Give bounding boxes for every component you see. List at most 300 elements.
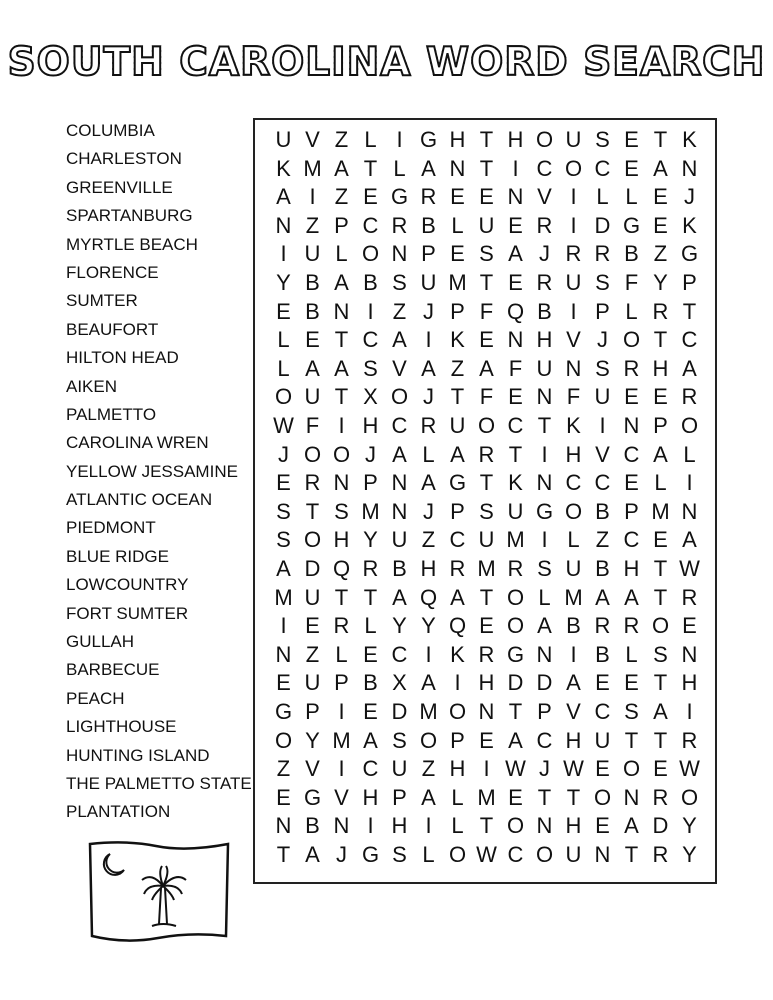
grid-letter: U xyxy=(478,212,495,238)
grid-letter: I xyxy=(425,327,432,353)
grid-letter: N xyxy=(275,641,292,667)
grid-letter: V xyxy=(595,441,610,467)
word-list-item: BEAUFORT xyxy=(66,319,159,339)
grid-letter: E xyxy=(479,184,494,210)
word-list-item: HUNTING ISLAND xyxy=(66,745,210,765)
grid-letter: E xyxy=(682,613,697,639)
grid-letter: R xyxy=(507,556,524,581)
grid-letter: C xyxy=(681,327,698,353)
grid-letter: C xyxy=(362,756,379,782)
grid-letter: I xyxy=(367,813,374,839)
grid-letter: N xyxy=(391,498,408,524)
grid-letter: E xyxy=(450,241,465,267)
grid-letter: I xyxy=(599,413,606,438)
grid-letter: E xyxy=(624,127,639,152)
grid-letter: D xyxy=(304,556,321,581)
grid-letter: K xyxy=(450,327,465,353)
grid-letter: U xyxy=(304,241,321,267)
grid-letter: R xyxy=(594,613,611,639)
grid-letter: T xyxy=(508,441,523,467)
grid-letter: C xyxy=(362,212,379,238)
word-list-item: COLUMBIA xyxy=(66,121,155,140)
grid-letter: A xyxy=(392,441,407,467)
grid-letter: G xyxy=(390,184,409,210)
grid-letter: N xyxy=(565,355,582,381)
grid-letter: L xyxy=(625,298,638,324)
grid-letter: S xyxy=(276,498,291,524)
grid-letter: A xyxy=(682,355,697,381)
grid-letter: A xyxy=(653,699,668,724)
grid-letter: E xyxy=(653,527,668,553)
grid-letter: L xyxy=(625,184,638,210)
grid-letter: I xyxy=(570,641,577,667)
grid-letter: H xyxy=(333,527,350,553)
grid-letter: R xyxy=(681,584,698,610)
grid-letter: B xyxy=(595,498,610,524)
grid-letter: E xyxy=(305,327,320,353)
grid-letter: S xyxy=(537,556,552,581)
grid-letter: J xyxy=(423,298,434,324)
grid-letter: B xyxy=(305,270,320,295)
word-list-item: FORT SUMTER xyxy=(66,603,189,623)
grid-letter: O xyxy=(274,384,293,410)
grid-letter: O xyxy=(680,784,699,810)
grid-letter: A xyxy=(305,842,320,867)
grid-letter: L xyxy=(451,212,464,238)
grid-letter: C xyxy=(594,699,611,724)
grid-letter: E xyxy=(624,670,639,696)
grid-letter: J xyxy=(539,241,550,267)
grid-letter: K xyxy=(450,641,465,667)
grid-letter: V xyxy=(537,184,552,210)
grid-letter: M xyxy=(564,584,583,610)
grid-row xyxy=(269,183,704,211)
grid-letter: U xyxy=(391,527,408,553)
grid-letter: E xyxy=(508,784,523,810)
grid-row xyxy=(269,841,704,869)
word-list-item: LOWCOUNTRY xyxy=(66,575,189,595)
grid-letter: A xyxy=(421,670,436,696)
grid-letter: C xyxy=(449,527,466,553)
grid-letter: W xyxy=(273,413,294,438)
grid-letter: C xyxy=(391,641,408,667)
grid-row xyxy=(269,498,704,526)
grid-letter: E xyxy=(479,613,494,639)
word-list-item: CAROLINA WREN xyxy=(66,433,209,453)
grid-letter: R xyxy=(420,413,437,438)
grid-letter: E xyxy=(305,613,320,639)
grid-letter: Z xyxy=(450,355,465,381)
grid-letter: T xyxy=(334,384,349,410)
grid-letter: T xyxy=(276,842,291,867)
grid-letter: Z xyxy=(334,127,349,152)
grid-letter: E xyxy=(508,212,523,238)
grid-letter: Q xyxy=(448,613,467,639)
grid-letter: L xyxy=(451,813,464,839)
grid-letter: I xyxy=(570,212,577,238)
grid-letter: Y xyxy=(653,270,668,295)
word-list-item: PEACH xyxy=(66,688,125,708)
grid-letter: E xyxy=(276,298,291,324)
grid-letter: N xyxy=(536,384,553,410)
grid-letter: A xyxy=(421,155,436,181)
grid-letter: P xyxy=(334,670,349,696)
grid-letter: E xyxy=(363,699,378,724)
word-list-item: YELLOW JESSAMINE xyxy=(66,461,238,481)
grid-letter: A xyxy=(682,527,697,553)
grid-letter: V xyxy=(305,756,320,782)
grid-letter: M xyxy=(506,527,525,553)
grid-letter: K xyxy=(276,155,291,181)
grid-letter: I xyxy=(396,127,403,152)
grid-letter: X xyxy=(392,670,407,696)
grid-row xyxy=(269,784,704,812)
grid-letter: H xyxy=(681,670,698,696)
grid-letter: U xyxy=(275,127,292,152)
grid-letter: E xyxy=(595,756,610,782)
grid-letter: Z xyxy=(334,184,349,210)
grid-letter: P xyxy=(450,498,465,524)
grid-letter: A xyxy=(537,613,552,639)
grid-letter: P xyxy=(392,784,407,810)
grid-letter: P xyxy=(305,699,320,724)
grid-letter: P xyxy=(537,699,552,724)
grid-letter: U xyxy=(565,842,582,867)
grid-letter: N xyxy=(449,155,466,181)
word-list-item: ATLANTIC OCEAN xyxy=(66,490,213,510)
grid-letter: S xyxy=(624,699,639,724)
grid-letter: R xyxy=(478,641,495,667)
grid-letter: N xyxy=(594,842,611,867)
grid-letter: N xyxy=(681,498,698,524)
grid-letter: I xyxy=(280,613,287,639)
grid-letter: I xyxy=(425,641,432,667)
grid-letter: G xyxy=(622,212,641,238)
grid-row xyxy=(269,412,704,440)
grid-row xyxy=(269,298,704,326)
grid-letter: A xyxy=(276,184,291,210)
grid-letter: P xyxy=(653,413,668,438)
grid-letter: N xyxy=(275,212,292,238)
grid-letter: B xyxy=(537,298,552,324)
grid-letter: O xyxy=(506,584,525,610)
grid-letter: P xyxy=(595,298,610,324)
grid-letter: A xyxy=(450,584,465,610)
grid-letter: H xyxy=(565,727,582,753)
grid-row xyxy=(269,383,704,411)
grid-letter: U xyxy=(449,413,466,438)
grid-letter: A xyxy=(334,270,349,295)
grid-letter: T xyxy=(479,813,494,839)
grid-letter: M xyxy=(303,155,322,181)
grid-letter: R xyxy=(478,441,495,467)
grid-letter: B xyxy=(595,556,610,581)
grid-letter: T xyxy=(479,270,494,295)
grid-letter: E xyxy=(363,184,378,210)
grid-letter: A xyxy=(508,727,523,753)
grid-letter: C xyxy=(536,155,553,181)
grid-letter: L xyxy=(422,441,435,467)
grid-letter: U xyxy=(507,498,524,524)
grid-letter: L xyxy=(277,327,290,353)
grid-letter: Z xyxy=(421,756,436,782)
grid-letter: G xyxy=(361,842,380,867)
grid-letter: L xyxy=(683,441,696,467)
grid-letter: L xyxy=(277,355,290,381)
grid-letter: K xyxy=(508,470,523,496)
grid-letter: R xyxy=(420,184,437,210)
grid-letter: J xyxy=(539,756,550,782)
grid-letter: P xyxy=(682,270,697,295)
grid-letter: N xyxy=(391,470,408,496)
grid-letter: L xyxy=(364,613,377,639)
grid-letter: R xyxy=(449,556,466,581)
grid-letter: M xyxy=(419,699,438,724)
grid-letter: C xyxy=(391,413,408,438)
grid-letter: E xyxy=(508,270,523,295)
grid-letter: L xyxy=(567,527,580,553)
grid-row xyxy=(269,755,704,783)
grid-letter: O xyxy=(535,842,554,867)
grid-letter: T xyxy=(624,842,639,867)
grid-letter: J xyxy=(336,842,347,867)
grid-letter: J xyxy=(423,498,434,524)
grid-letter: R xyxy=(333,613,350,639)
grid-letter: N xyxy=(681,641,698,667)
grid-letter: O xyxy=(390,384,409,410)
grid-letter: W xyxy=(476,842,497,867)
grid-letter: A xyxy=(653,155,668,181)
grid-letter: O xyxy=(622,756,641,782)
grid-letter: S xyxy=(595,355,610,381)
grid-letter: H xyxy=(449,756,466,782)
grid-letter: X xyxy=(363,384,378,410)
grid-letter: E xyxy=(624,470,639,496)
grid-letter: N xyxy=(507,184,524,210)
grid-letter: M xyxy=(274,584,293,610)
grid-letter: N xyxy=(681,155,698,181)
grid-row xyxy=(269,641,704,669)
grid-letter: C xyxy=(362,327,379,353)
word-list-item: MYRTLE BEACH xyxy=(66,234,198,254)
grid-letter: T xyxy=(682,298,697,324)
grid-letter: B xyxy=(624,241,639,267)
grid-letter: R xyxy=(536,212,553,238)
grid-letter: S xyxy=(392,727,407,753)
grid-letter: Z xyxy=(305,212,320,238)
grid-letter: R xyxy=(681,384,698,410)
grid-letter: T xyxy=(479,584,494,610)
grid-letter: E xyxy=(479,727,494,753)
grid-row xyxy=(269,584,704,612)
grid-letter: U xyxy=(536,355,553,381)
grid-letter: R xyxy=(565,241,582,267)
grid-letter: P xyxy=(624,498,639,524)
grid-letter: Z xyxy=(595,527,610,553)
grid-letter: R xyxy=(652,784,669,810)
grid-letter: G xyxy=(448,470,467,496)
grid-letter: I xyxy=(541,441,548,467)
grid-letter: O xyxy=(506,813,525,839)
grid-letter: J xyxy=(597,327,608,353)
grid-letter: H xyxy=(623,556,640,581)
grid-letter: S xyxy=(392,270,407,295)
grid-letter: I xyxy=(280,241,287,267)
grid-letter: G xyxy=(303,784,322,810)
grid-letter: A xyxy=(334,155,349,181)
grid-letter: N xyxy=(333,298,350,324)
word-list-item: BLUE RIDGE xyxy=(66,546,169,566)
grid-letter: Y xyxy=(392,613,407,639)
grid-letter: V xyxy=(392,355,407,381)
word-list-item: GULLAH xyxy=(66,632,135,652)
grid-letter: M xyxy=(361,498,380,524)
grid-letter: S xyxy=(334,498,349,524)
grid-row xyxy=(269,555,704,583)
grid-letter: G xyxy=(506,641,525,667)
grid-letter: I xyxy=(483,756,490,782)
grid-letter: N xyxy=(333,813,350,839)
grid-letter: E xyxy=(653,384,668,410)
grid-letter: S xyxy=(363,355,378,381)
grid-letter: I xyxy=(338,756,345,782)
grid-letter: A xyxy=(392,327,407,353)
grid-letter: H xyxy=(565,441,582,467)
grid-letter: K xyxy=(682,127,697,152)
grid-letter: B xyxy=(363,670,378,696)
grid-letter: I xyxy=(541,527,548,553)
word-list-item: PIEDMONT xyxy=(66,518,156,538)
grid-letter: T xyxy=(363,155,378,181)
grid-letter: I xyxy=(570,298,577,324)
grid-letter: Q xyxy=(506,298,525,324)
grid-letter: Y xyxy=(276,270,291,295)
grid-letter: T xyxy=(566,784,581,810)
grid-letter: C xyxy=(536,727,553,753)
grid-letter: N xyxy=(623,413,640,438)
grid-letter: Y xyxy=(682,842,697,867)
grid-letter: Z xyxy=(305,641,320,667)
grid-letter: R xyxy=(594,241,611,267)
grid-letter: O xyxy=(448,699,467,724)
grid-letter: C xyxy=(565,470,582,496)
grid-letter: T xyxy=(334,584,349,610)
grid-letter: O xyxy=(477,413,496,438)
grid-letter: A xyxy=(566,670,581,696)
grid-letter: N xyxy=(623,784,640,810)
grid-letter: W xyxy=(563,756,584,782)
grid-letter: E xyxy=(653,212,668,238)
grid-row xyxy=(269,355,704,383)
word-list-item: SUMTER xyxy=(66,291,138,311)
grid-letter: E xyxy=(450,184,465,210)
grid-letter: O xyxy=(680,413,699,438)
grid-letter: S xyxy=(392,842,407,867)
grid-letter: T xyxy=(653,727,668,753)
grid-letter: F xyxy=(479,298,494,324)
grid-row xyxy=(269,155,704,183)
grid-letter: U xyxy=(304,384,321,410)
grid-letter: N xyxy=(536,813,553,839)
grid-row xyxy=(269,326,704,354)
grid-letter: T xyxy=(363,584,378,610)
grid-letter: A xyxy=(508,241,523,267)
grid-letter: G xyxy=(419,127,438,152)
grid-letter: S xyxy=(479,498,494,524)
grid-letter: M xyxy=(477,784,496,810)
grid-letter: B xyxy=(392,556,407,581)
grid-letter: U xyxy=(565,270,582,295)
grid-letter: C xyxy=(507,842,524,867)
grid-row xyxy=(269,441,704,469)
grid-letter: M xyxy=(332,727,351,753)
grid-letter: O xyxy=(535,127,554,152)
grid-letter: A xyxy=(624,813,639,839)
grid-letter: Y xyxy=(305,727,320,753)
grid-letter: A xyxy=(624,584,639,610)
grid-letter: E xyxy=(363,641,378,667)
word-list-item: HILTON HEAD xyxy=(66,348,179,368)
grid-letter: H xyxy=(652,355,669,381)
grid-letter: T xyxy=(479,470,494,496)
grid-letter: D xyxy=(391,699,408,724)
grid-letter: N xyxy=(333,470,350,496)
grid-letter: H xyxy=(536,327,553,353)
grid-row xyxy=(269,469,704,497)
grid-letter: E xyxy=(276,784,291,810)
word-search-grid xyxy=(253,118,717,884)
grid-letter: P xyxy=(363,470,378,496)
grid-letter: L xyxy=(538,584,551,610)
grid-letter: E xyxy=(624,384,639,410)
grid-letter: T xyxy=(508,699,523,724)
grid-letter: T xyxy=(653,584,668,610)
grid-letter: P xyxy=(450,727,465,753)
grid-letter: S xyxy=(276,527,291,553)
grid-letter: I xyxy=(454,670,461,696)
grid-letter: Z xyxy=(421,527,436,553)
grid-letter: E xyxy=(653,756,668,782)
grid-letter: T xyxy=(624,727,639,753)
grid-letter: O xyxy=(274,727,293,753)
grid-letter: F xyxy=(624,270,639,295)
grid-letter: L xyxy=(596,184,609,210)
grid-letter: I xyxy=(425,813,432,839)
grid-letter: C xyxy=(594,155,611,181)
grid-letter: J xyxy=(684,184,695,210)
grid-letter: E xyxy=(595,813,610,839)
grid-letter: T xyxy=(334,327,349,353)
grid-letter: P xyxy=(334,212,349,238)
grid-letter: O xyxy=(506,613,525,639)
grid-letter: J xyxy=(278,441,289,467)
grid-letter: M xyxy=(477,556,496,581)
grid-letter: V xyxy=(305,127,320,152)
grid-letter: Q xyxy=(332,556,351,581)
grid-letter: H xyxy=(449,127,466,152)
grid-letter: T xyxy=(537,413,552,438)
grid-letter: O xyxy=(593,784,612,810)
grid-letter: V xyxy=(566,699,581,724)
grid-letter: A xyxy=(334,355,349,381)
grid-letter: U xyxy=(594,384,611,410)
grid-row xyxy=(269,698,704,726)
grid-letter: T xyxy=(305,498,320,524)
word-list-item: PALMETTO xyxy=(66,404,157,424)
grid-letter: O xyxy=(303,527,322,553)
grid-letter: E xyxy=(276,470,291,496)
grid-letter: H xyxy=(362,413,379,438)
